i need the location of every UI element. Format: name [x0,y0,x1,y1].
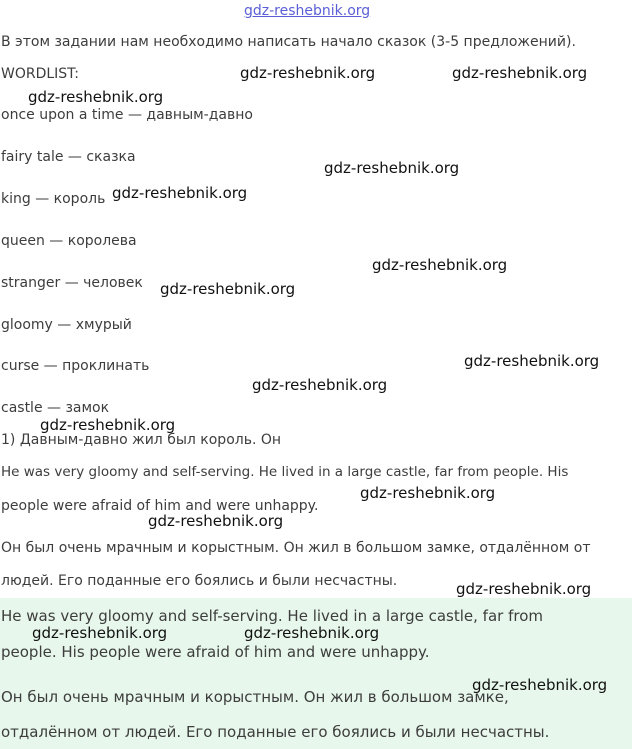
watermark: gdz-reshebnik.org [464,352,600,370]
highlight-english-line: people. His people were afraid of him and were unhappy. [1,643,430,661]
answer-russian-line: людей. Его поданные его боялись и были несчастны. [1,573,398,589]
task-intro: В этом задании нам необходимо написать начало сказок (3-5 предложений). [1,34,576,50]
watermark: gdz-reshebnik.org [160,280,296,298]
word-item: once upon a time — давным-давно [1,107,253,123]
answer-russian-line: Он был очень мрачным и корыстным. Он жил в большом замке, отдалённом от [1,540,591,556]
watermark: gdz-reshebnik.org [40,416,176,434]
word-item: gloomy — хмурый [1,317,132,333]
watermark: gdz-reshebnik.org [456,580,592,598]
word-item: curse — проклинать [1,358,150,374]
watermark: gdz-reshebnik.org [452,64,588,82]
word-item: stranger — человек [1,275,143,291]
answer-english-line: He was very gloomy and self-serving. He lived in a large castle, far from people. His [1,464,569,480]
watermark: gdz-reshebnik.org [472,676,608,694]
watermark: gdz-reshebnik.org [252,376,388,394]
answer-english-line: people were afraid of him and were unhappy. [1,498,319,514]
wordlist-label: WORDLIST: [1,66,79,82]
highlight-english-line: He was very gloomy and self-serving. He lived in a large castle, far from [1,607,543,625]
watermark: gdz-reshebnik.org [112,184,248,202]
site-link[interactable]: gdz-reshebnik.org [244,3,371,19]
answer-item-1: 1) Давным-давно жил был король. Он [1,432,282,448]
watermark: gdz-reshebnik.org [28,88,164,106]
highlight-russian-line: отдалённом от людей. Его поданные его боялись и были несчастны. [1,723,550,741]
watermark: gdz-reshebnik.org [244,624,380,642]
watermark: gdz-reshebnik.org [360,484,496,502]
word-item: king — король [1,191,106,207]
word-item: fairy tale — сказка [1,149,136,165]
watermark: gdz-reshebnik.org [240,64,376,82]
highlight-russian-line: Он был очень мрачным и корыстным. Он жил в большом замке, [1,688,509,706]
watermark: gdz-reshebnik.org [324,159,460,177]
word-item: queen — королева [1,233,137,249]
watermark: gdz-reshebnik.org [372,256,508,274]
word-item: castle — замок [1,400,110,416]
watermark: gdz-reshebnik.org [32,624,168,642]
watermark: gdz-reshebnik.org [148,512,284,530]
